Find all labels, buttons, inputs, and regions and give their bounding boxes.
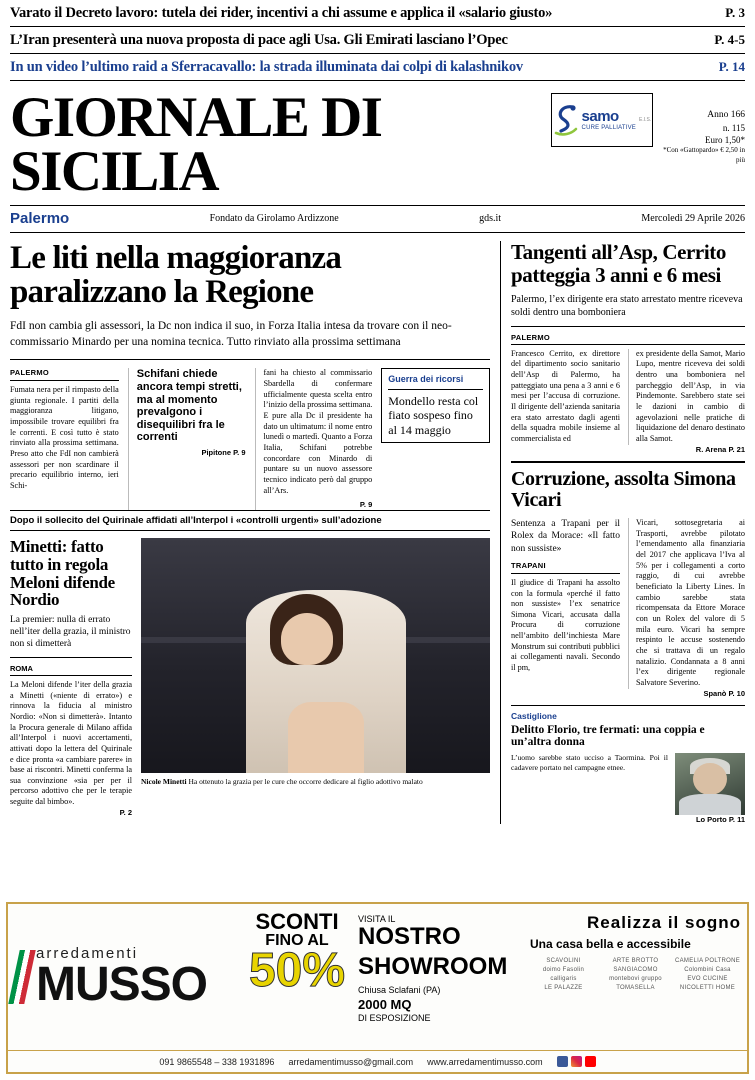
ad-showroom-block [358, 904, 530, 1050]
castiglione-headline[interactable]: Delitto Florio, tre fermati: una coppia e un’altra donna [511, 723, 705, 749]
top-headline-text: Varato il Decreto lavoro: tutela dei rider, incentivi a chi assume e applica il «salario giusto» [10, 5, 553, 21]
top-headlines-strip [0, 0, 755, 81]
minetti-body: La Meloni difende l’iter della grazia a Minetti («niente di errato») e rinnova la fiducia al ministro Nordio: «Non si dimetterà». Intanto la Procura generale di Milano affida all’Interpol i nuovi accertamenti, attivati dopo la lettera del Quirinale e dice pronta «a cambiare parere» in base ai riscontri. Minetti conferma la sua convinzione «sia per per il percorso adottivo che per le terapie seguite dal bimbo». [10, 679, 132, 807]
minetti-headline[interactable]: Minetti: fatto tutto in regola Meloni difende Nordio [10, 536, 115, 610]
lead-col-1-text: Fumata nera per il rimpasto della giunta regionale. I partiti della maggioranza litigano, impossibile trovare equilibri fra le correnti. E così tutto è stato rinviato alla prossima settimana. Preso atto che FdI non cambierà assessori per non scardinare il precario equilibrio interno, ieri Schi- [10, 385, 119, 490]
ad-contact-bar [8, 1050, 747, 1072]
bottom-advertisement[interactable] [6, 902, 749, 1074]
lead-col-2-byline [137, 448, 246, 458]
vicari-col-1-text: Il giudice di Trapani ha assolto con la formula «perché il fatto non sussiste» l’ex senatrice Simona Vicari, accusata dalla Procura di corruzione nell’ambito dell’inchiesta Mare Monstrum sui contributi pubblici ai collegamenti navali. Secondo il pm, [511, 577, 620, 673]
tangenti-headline[interactable]: Tangenti all’Asp, Cerrito patteggia 3 anni e 6 mesi [511, 240, 726, 287]
lead-col-2 [128, 368, 246, 510]
minetti-text-column [10, 538, 132, 817]
lead-col-3-page: P. 9 [359, 500, 373, 510]
ad-brand-item: CAMELIA POLTRONE [674, 957, 741, 964]
ad-brand-item: ARTE BROTTO [612, 957, 659, 964]
byline-name: R. Arena [695, 444, 727, 454]
ad-showroom-line1: NOSTRO [358, 923, 461, 951]
ad-brand-item: montebovi gruppo [609, 975, 662, 982]
minetti-subhead: La premier: nulla di errato nell’iter della grazia, il ministro non si dimetterà [10, 615, 132, 658]
byline-page: P. 10 [728, 688, 745, 698]
vicari-kicker: TRAPANI [511, 561, 620, 574]
ad-brand-item: doimo Fasolin [542, 966, 585, 973]
top-headline-page: P. 14 [718, 59, 745, 74]
swirl-icon [553, 103, 579, 137]
byline-name: Spanò [703, 688, 727, 698]
tangenti-col-2 [628, 349, 745, 445]
tangenti-subhead: Palermo, l’ex dirigente era stato arrestato mentre riceveva soldi dentro una bomboniera [511, 293, 745, 327]
castiglione-kicker: Castiglione [511, 710, 557, 721]
ad-website[interactable]: www.arredamentimusso.com [427, 1056, 543, 1067]
vicari-col-1 [511, 518, 620, 689]
ad-brand-item: EVO CUCINE [687, 975, 728, 982]
top-headline-row[interactable] [10, 54, 745, 81]
ad-visit-label: VISITA IL [358, 914, 396, 924]
lead-col-3-text: fani ha chiesto al commissario Sbardella di confermare ufficialmente questa scelta entro l’inizio della prossima settimana. E pure alla Dc il presidente ha dato un ultimatum: il nome entro lunedì o martedì. Quanto a Forza Italia, Schifani potrebbe concordare con Minardo di puntare su un nuovo assessore tecnico indicato però dal gruppo all’Ars. [263, 368, 373, 495]
minetti-page: P. 2 [119, 807, 132, 817]
page-body [0, 241, 755, 824]
ad-showroom-line2: SHOWROOM [358, 953, 508, 981]
newspaper-title: GIORNALE DI SICILIA [10, 86, 382, 204]
instagram-icon[interactable] [571, 1056, 582, 1067]
lead-headline[interactable]: Le liti nella maggioranza paralizzano la Regione [10, 240, 342, 311]
ad-brand-item: NICOLETTI HOME [679, 984, 736, 991]
sponsor-wordmark [582, 109, 636, 131]
minetti-photo-column [141, 538, 490, 817]
top-headline-page: P. 3 [725, 5, 745, 20]
sponsor-name: samo [581, 107, 619, 125]
lead-article-columns [10, 368, 490, 510]
ad-showroom-size: 2000 MQ [358, 996, 412, 1012]
masthead [0, 81, 755, 204]
ad-discount-line2: FINO AL [265, 931, 329, 949]
vicari-byline [511, 689, 745, 698]
founder-line: Fondato da Girolamo Ardizzone [209, 213, 339, 225]
top-headline-text: In un video l’ultimo raid a Sferracavallo: la strada illuminata dai colpi di kalashnikov [10, 59, 523, 75]
vicari-columns [511, 518, 745, 689]
ad-brand-block [8, 904, 236, 1050]
ad-slogan-sub: Una casa bella e accessibile [530, 937, 691, 951]
byline-page: P. 21 [728, 444, 745, 454]
ad-brand-item: LE PALAZZE [544, 984, 583, 991]
tangenti-byline [511, 445, 745, 454]
sponsor-tagline: CURE PALLIATIVE [581, 124, 636, 131]
vicari-col-2-text: Vicari, sottosegretaria ai Trasporti, avrebbe pilotato l’emendamento alla finanziaria del 2017 che applicava l’Iva al 5% per i collegamenti a corto raggio, di cui avrebbe beneficiato la Liberty Lines. In cambio sarebbe stata ricompensata da Ettore Morace con un Rolex del valore di 5 mila euro. Vicari ha sempre respinto le accuse sostenendo che si trattava di un regalo natalizio. Condannata a 8 anni l’ex dirigente regionale Salvatore Severino. [636, 518, 745, 687]
minetti-kicker: ROMA [10, 664, 132, 676]
vicari-col-2 [628, 518, 745, 689]
ad-brand-big: MUSSO [36, 957, 208, 1011]
sidebar-box-title: Guerra dei ricorsi [388, 374, 483, 390]
byline-name: Lo Porto [695, 815, 727, 825]
photo-caption [141, 777, 490, 786]
ad-discount-percent: 50% [248, 943, 346, 997]
facebook-icon[interactable] [557, 1056, 568, 1067]
tangenti-kicker: PALERMO [511, 333, 745, 345]
tangenti-col-1: Francesco Cerrito, ex direttore del dipartimento socio sanitario dell’Asp di Palermo, ha patteggiato una pena a 3 anni e 6 mesi per l’accusa di corruzione. Il dirigente dell’azienda sanitaria era stato arrestato dagli agenti della squadra mobile insieme al commercialista ed [511, 348, 620, 444]
ad-brand-item: Colombini Casa [684, 966, 731, 973]
ad-discount-line1: SCONTI [255, 909, 339, 934]
ad-brand-small: arredamenti [36, 944, 139, 962]
ad-email[interactable]: arredamentimusso@gmail.com [288, 1056, 414, 1067]
issue-date: Mercoledì 29 Aprile 2026 [641, 213, 745, 225]
photo-caption-text: Ha ottenuto la grazia per le cure che occorre dedicare al figlio adottivo malato [188, 776, 423, 786]
castiglione-byline [511, 815, 745, 824]
minetti-article [10, 538, 490, 817]
ad-brand-item: calligaris [550, 975, 577, 982]
castiglione-text: L’uomo sarebbe stato ucciso a Taormina. Poi il cadavere portato nel campagne etnee. [511, 753, 668, 773]
ad-brand-item: SCAVOLINI [546, 957, 581, 964]
top-headline-row[interactable] [10, 27, 745, 54]
castiglione-photo [675, 753, 745, 815]
issue-price-note: *Con «Gattopardo» € 2,50 in più [663, 146, 745, 164]
lead-subhead: FdI non cambia gli assessori, la Dc non indica il suo, in Forza Italia intesa da trovare con il neo-commissario Minardo per una nomina tecnica. Tutto rinviato alla prossima settimana [10, 319, 490, 360]
byline-page: P. 9 [233, 448, 246, 458]
ad-showroom-note: DI ESPOSIZIONE [358, 1012, 431, 1023]
photo-caption-name: Nicole Minetti [141, 776, 187, 786]
lead-kicker: PALERMO [10, 368, 119, 381]
lead-col-1 [10, 368, 119, 510]
issue-price: Euro 1,50* [705, 134, 745, 145]
sponsor-logo[interactable] [551, 93, 653, 147]
left-column [10, 241, 500, 824]
edition-city: Palermo [10, 210, 70, 228]
sponsor-sup: E.I.S. [639, 117, 652, 123]
top-headline-text: L’Iran presenterà una nuova proposta di pace agli Usa. Gli Emirati lasciano l’Opec [10, 32, 508, 48]
lead-sidebar-box[interactable] [381, 368, 490, 510]
byline-page: P. 11 [728, 815, 745, 825]
ad-slogan-block [530, 904, 747, 1050]
social-icons[interactable] [557, 1056, 596, 1067]
ad-brand-list [530, 958, 741, 991]
lead-col-3 [255, 368, 373, 510]
secondary-banner-headline[interactable]: Dopo il sollecito del Quirinale affidati all’Interpol i «controlli urgenti» sull’adozione [10, 510, 490, 531]
minetti-photo [141, 538, 490, 773]
vicari-subhead: Sentenza a Trapani per il Rolex da Morace: «Il fatto non sussiste» [511, 519, 620, 554]
ad-brand-item: SANGIACOMO [613, 966, 658, 973]
issue-meta [661, 93, 745, 165]
masthead-right [551, 93, 745, 165]
ad-brand-item: TOMASELLA [616, 984, 655, 991]
website-link[interactable]: gds.it [479, 213, 502, 225]
issue-year: Anno 166 [707, 110, 745, 120]
lead-pullquote: Schifani chiede ancora tempi stretti, ma al momento prevalgono i disequilibri fra le correnti [136, 368, 242, 444]
right-column [500, 241, 745, 824]
byline-name: Pipitone [201, 448, 232, 458]
sidebar-box-text: Mondello resta col fiato sospeso fino al 14 maggio [388, 393, 479, 437]
ad-phone[interactable]: 091 9865548 – 338 1931896 [159, 1056, 275, 1067]
vicari-headline[interactable]: Corruzione, assolta Simona Vicari [511, 467, 736, 511]
top-headline-row[interactable] [10, 0, 745, 27]
ad-slogan: Realizza il sogno [587, 913, 741, 932]
youtube-icon[interactable] [585, 1056, 596, 1067]
italian-flag-icon [8, 950, 35, 1004]
castiglione-article [511, 705, 745, 825]
edition-bar [10, 205, 745, 233]
ad-showroom-city: Chiusa Sclafani (PA) [358, 985, 441, 996]
issue-number: n. 115 [722, 122, 745, 133]
tangenti-columns [511, 349, 745, 445]
top-headline-page: P. 4-5 [714, 32, 745, 47]
ad-discount-block [236, 904, 358, 1050]
tangenti-col-2-text: ex presidente della Samot, Mario Lupo, mentre riceveva dei soldi dentro una bomboniera nel parcheggio dell’Asp, in via Pindemonte. Sarebbero state sei le dazioni in cambio di agevolazioni nelle pratiche di liquidazione del denaro destinato alla Samot. [636, 348, 745, 444]
